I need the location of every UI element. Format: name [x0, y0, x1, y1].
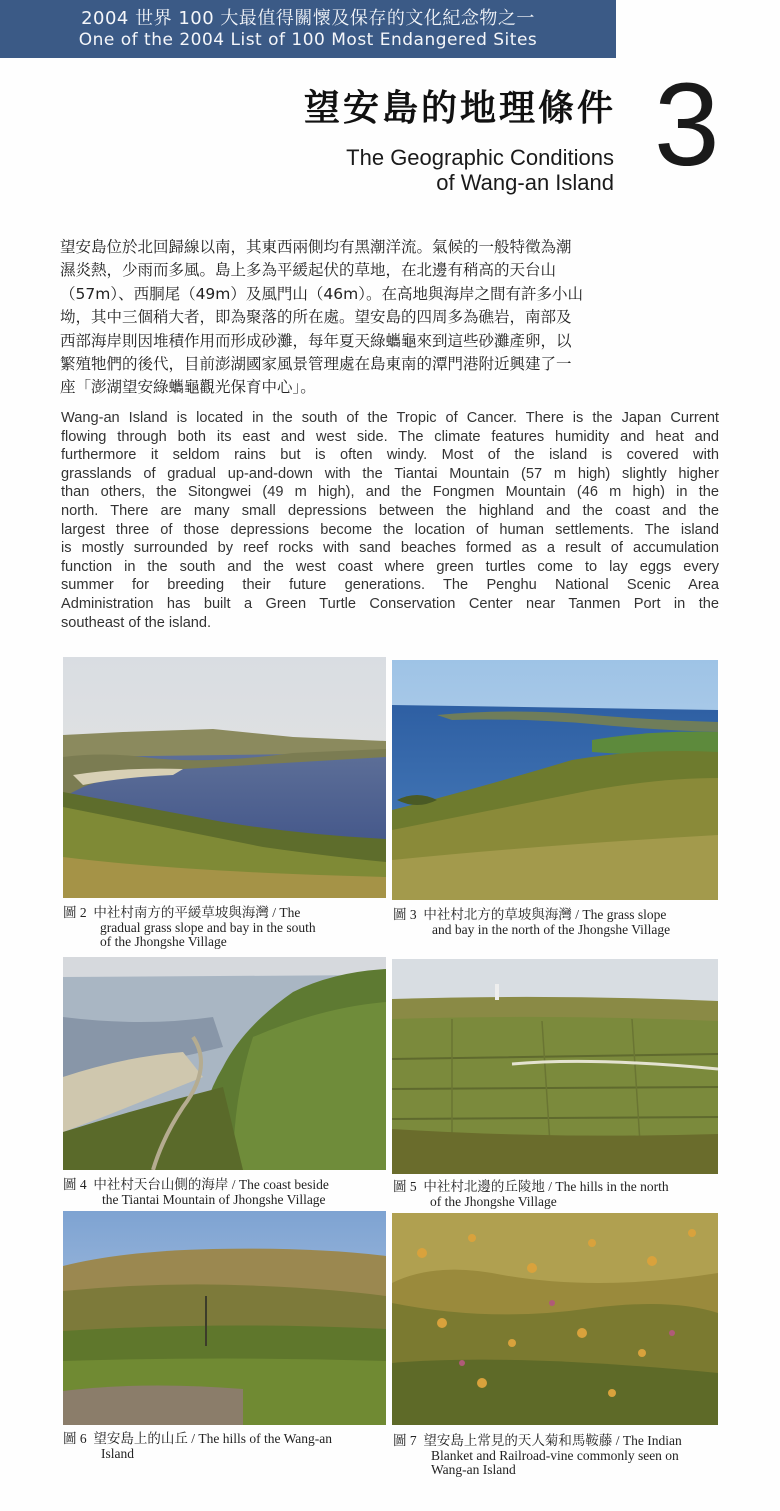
caption-fig-2 — [63, 906, 316, 950]
paragraph-en-line: largest three of those depressions become the location of human settlements. The island — [61, 521, 719, 538]
banner-line-en: One of the 2004 List of 100 Most Endangered Sites — [78, 30, 538, 50]
paragraph-en-line: grasslands of gradual up-and-down with the Tiantai Mountain (57 m high) slightly higher — [61, 465, 719, 482]
paragraph-en-line: than others, the Sitongwei (49 m high), and the Fongmen Mountain (46 m high) in the — [61, 484, 719, 501]
caption-fig-5 — [393, 1180, 669, 1209]
caption-line — [393, 908, 670, 923]
figure-label: 圖 4 — [63, 1177, 87, 1192]
caption-line — [393, 1180, 669, 1195]
chapter-number: 3 — [654, 59, 720, 191]
figure-label: 圖 2 — [63, 905, 87, 920]
header-banner — [0, 0, 616, 58]
photo-south-bay — [63, 657, 386, 898]
caption-text: 中社村天台山側的海岸 / The coast beside — [93, 1177, 329, 1192]
caption-line: Wang-an Island — [431, 1462, 516, 1477]
page-title-en — [194, 145, 614, 195]
paragraph-zh-line: 座「澎湖望安綠蠵龜觀光保育中心」。 — [60, 378, 316, 397]
figure-label: 圖 5 — [393, 1179, 417, 1194]
paragraph-en — [61, 409, 719, 632]
paragraph-en-line: Administration has built a Green Turtle Conservation Center near Tanmen Port in the — [61, 595, 719, 612]
caption-line — [63, 1432, 332, 1447]
caption-text: 中社村北方的草坡與海灣 / The grass slope — [423, 907, 667, 922]
paragraph-zh-line: 繁殖牠們的後代，目前澎湖國家風景管理處在島東南的潭門港附近興建了一 — [60, 355, 572, 374]
paragraph-en-line: summer for breeding their future generations. The Penghu National Scenic Area — [61, 577, 719, 594]
paragraph-en-line: furthermore it seldom rains but is often windy. Most of the island is covered with — [61, 447, 719, 464]
paragraph-en-line: southeast of the island. — [61, 614, 212, 631]
paragraph-zh-line: 坳，其中三個稍大者，即為聚落的所在處。望安島的四周多為礁岩，南部及 — [60, 308, 572, 327]
caption-line — [393, 1434, 682, 1449]
photo-tiantai-coast — [63, 957, 386, 1170]
caption-line: Island — [101, 1445, 134, 1461]
figure-label: 圖 7 — [393, 1433, 417, 1448]
paragraph-en-line: flowing through both its east and west side. The climate features humidity and heat and — [61, 428, 719, 445]
paragraph-en-line: function in the south and the west coast where green turtles come to lay eggs every — [61, 558, 719, 575]
paragraph-en-line: is mostly surrounded by reef rocks with sand beaches formed as a result of accumulation — [61, 540, 719, 557]
caption-fig-3 — [393, 908, 670, 937]
caption-text: 望安島上常見的天人菊和馬鞍藤 / The Indian — [423, 1433, 682, 1448]
caption-line: of the Jhongshe Village — [430, 1193, 557, 1209]
paragraph-en-line: north. There are many small depressions between the highland and the coast and the — [61, 502, 719, 519]
caption-text: 中社村北邊的丘陵地 / The hills in the north — [423, 1179, 669, 1194]
caption-line: gradual grass slope and bay in the south — [100, 919, 316, 935]
photo-north-bay — [392, 660, 718, 900]
caption-line: of the Jhongshe Village — [100, 934, 227, 949]
photo-wangan-hills — [63, 1211, 386, 1425]
figure-label: 圖 6 — [63, 1431, 87, 1446]
page-title-zh: 望安島的地理條件 — [303, 88, 616, 129]
caption-line — [63, 1178, 329, 1193]
caption-fig-6 — [63, 1432, 332, 1461]
paragraph-zh — [60, 236, 720, 400]
paragraph-zh-line: （57m）、西胴尾（49m）及風門山（46m）。在高地與海岸之間有許多小山 — [60, 284, 583, 303]
paragraph-en-line: Wang-an Island is located in the south of the Tropic of Cancer. There is the Japan Current — [61, 410, 719, 426]
caption-text: 望安島上的山丘 / The hills of the Wang-an — [93, 1431, 333, 1446]
caption-line: and bay in the north of the Jhongshe Village — [432, 921, 671, 937]
paragraph-zh-line: 西部海岸則因堆積作用而形成砂灘，每年夏天綠蠵龜來到這些砂灘產卵，以 — [60, 331, 572, 350]
photo-north-hills — [392, 959, 718, 1174]
paragraph-zh-line: 濕炎熱，少雨而多風。島上多為平緩起伏的草地，在北邊有稍高的天台山 — [60, 261, 557, 280]
caption-line — [63, 906, 316, 921]
figure-label: 圖 3 — [393, 907, 417, 922]
paragraph-zh-line: 望安島位於北回歸線以南，其東西兩側均有黑潮洋流。氣候的一般特徵為潮 — [60, 238, 572, 256]
photo-flowers — [392, 1213, 718, 1425]
caption-text: 中社村南方的平緩草坡與海灣 / The — [93, 905, 301, 920]
caption-fig-4 — [63, 1178, 329, 1207]
banner-line-zh: 2004 世界 100 大最值得關懷及保存的文化紀念物之一 — [81, 8, 535, 29]
page-title-en-line2: of Wang-an Island — [436, 170, 614, 195]
page-title-en-line1: The Geographic Conditions — [346, 145, 614, 170]
caption-line: Blanket and Railroad-vine commonly seen on — [431, 1447, 679, 1463]
caption-line: the Tiantai Mountain of Jhongshe Village — [102, 1191, 326, 1207]
caption-fig-7 — [393, 1434, 682, 1478]
